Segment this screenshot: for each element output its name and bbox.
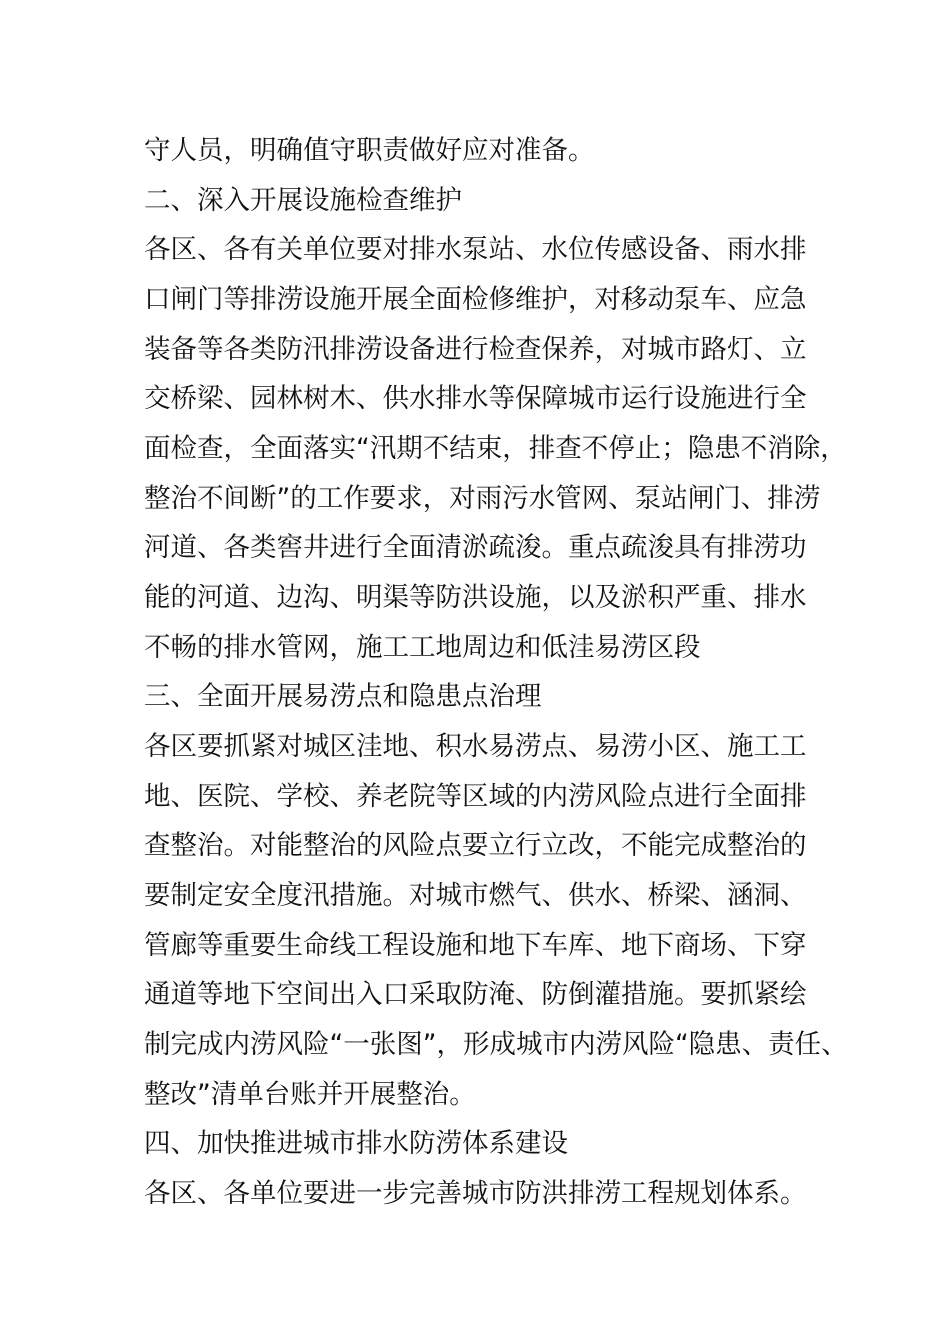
text-line: 制完成内涝风险“一张图”，形成城市内涝风险“隐患、责任、 [144,1029,848,1060]
text-line: 口闸门等排涝设施开展全面检修维护，对移动泵车、应急 [144,284,807,315]
text-line: 查整治。对能整治的风险点要立行立改，不能完成整治的 [144,830,807,861]
text-line: 整改”清单台账并开展整治。 [144,1079,476,1110]
text-line: 守人员，明确值守职责做好应对准备。 [144,135,595,166]
section-heading: 三、全面开展易涝点和隐患点治理 [144,681,542,712]
text-line: 地、医院、学校、养老院等区域的内涝风险点进行全面排 [144,781,807,812]
text-line: 各区、各单位要进一步完善城市防洪排涝工程规划体系。 [144,1178,807,1209]
text-line: 管廊等重要生命线工程设施和地下车库、地下商场、下穿 [144,930,807,961]
text-line: 不畅的排水管网，施工工地周边和低洼易涝区段 [144,632,701,663]
text-line: 能的河道、边沟、明渠等防洪设施，以及淤积严重、排水 [144,582,807,613]
section-heading: 二、深入开展设施检查维护 [144,185,462,216]
text-line: 各区、各有关单位要对排水泵站、水位传感设备、雨水排 [144,234,807,265]
text-line: 装备等各类防汛排涝设备进行检查保养，对城市路灯、立 [144,334,807,365]
text-line: 河道、各类窖井进行全面清淤疏浚。重点疏浚具有排涝功 [144,532,807,563]
text-line: 整治不间断”的工作要求，对雨污水管网、泵站闸门、排涝 [144,483,821,514]
section-heading: 四、加快推进城市排水防涝体系建设 [144,1128,568,1159]
text-line: 交桥梁、园林树木、供水排水等保障城市运行设施进行全 [144,383,807,414]
text-line: 面检查，全面落实“汛期不结束，排查不停止；隐患不消除， [144,433,847,464]
text-line: 要制定安全度汛措施。对城市燃气、供水、桥梁、涵洞、 [144,880,807,911]
text-line: 通道等地下空间出入口采取防淹、防倒灌措施。要抓紧绘 [144,979,807,1010]
text-line: 各区要抓紧对城区洼地、积水易涝点、易涝小区、施工工 [144,731,807,762]
